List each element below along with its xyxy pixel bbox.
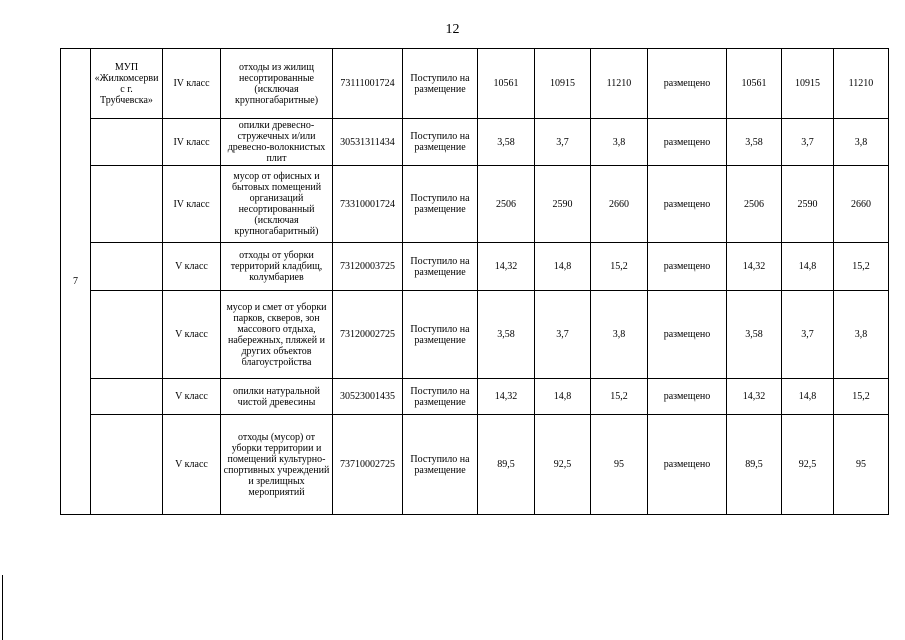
waste-table [60,48,889,515]
table-row [61,379,889,415]
placed-3: 3,8 [834,119,889,166]
organization-empty [91,119,163,166]
value-3: 15,2 [591,379,648,415]
waste-name: мусор и смет от уборки парков, скверов, зон массового отдыха, набережных, пляжей и других объектов благоустройства [221,291,333,379]
status: Поступило на размещение [403,415,478,515]
status: Поступило на размещение [403,166,478,243]
organization-empty [91,379,163,415]
table-row [61,49,889,119]
waste-code: 73111001724 [333,49,403,119]
waste-name: мусор от офисных и бытовых помещений организаций несортированный (исключая крупногабаритный) [221,166,333,243]
placed-2: 14,8 [782,379,834,415]
value-1: 14,32 [478,243,535,291]
waste-code: 73710002725 [333,415,403,515]
value-1: 3,58 [478,119,535,166]
hazard-class: V класс [163,243,221,291]
organization-empty [91,291,163,379]
value-1: 14,32 [478,379,535,415]
placed-3: 11210 [834,49,889,119]
status: Поступило на размещение [403,291,478,379]
value-3: 3,8 [591,119,648,166]
placed-1: 14,32 [727,379,782,415]
value-2: 92,5 [535,415,591,515]
waste-code: 30523001435 [333,379,403,415]
placed-3: 15,2 [834,379,889,415]
value-1: 2506 [478,166,535,243]
hazard-class: IV класс [163,119,221,166]
placement: размещено [648,379,727,415]
value-2: 3,7 [535,119,591,166]
waste-name: отходы из жилищ несортированные (исключая крупногабаритные) [221,49,333,119]
value-3: 11210 [591,49,648,119]
placement: размещено [648,119,727,166]
placed-3: 3,8 [834,291,889,379]
waste-name: отходы от уборки территорий кладбищ, колумбариев [221,243,333,291]
group-number: 7 [61,49,91,515]
margin-line [2,575,3,640]
value-1: 10561 [478,49,535,119]
value-3: 2660 [591,166,648,243]
hazard-class: IV класс [163,49,221,119]
placement: размещено [648,243,727,291]
waste-name: опилки натуральной чистой древесины [221,379,333,415]
value-2: 14,8 [535,243,591,291]
organization-empty [91,243,163,291]
status: Поступило на размещение [403,119,478,166]
value-2: 14,8 [535,379,591,415]
status: Поступило на размещение [403,49,478,119]
hazard-class: V класс [163,379,221,415]
value-2: 2590 [535,166,591,243]
placed-3: 15,2 [834,243,889,291]
placed-2: 10915 [782,49,834,119]
placement: размещено [648,291,727,379]
table-row [61,166,889,243]
waste-code: 73120002725 [333,291,403,379]
hazard-class: IV класс [163,166,221,243]
placed-2: 14,8 [782,243,834,291]
table-row [61,415,889,515]
organization-empty [91,166,163,243]
placed-3: 95 [834,415,889,515]
organization-name: МУП «Жилкомсервис г. Трубчевска» [91,49,163,119]
placed-1: 3,58 [727,119,782,166]
placed-1: 10561 [727,49,782,119]
organization-empty [91,415,163,515]
value-2: 3,7 [535,291,591,379]
table-row [61,291,889,379]
hazard-class: V класс [163,415,221,515]
waste-code: 73120003725 [333,243,403,291]
value-1: 89,5 [478,415,535,515]
placed-2: 92,5 [782,415,834,515]
waste-code: 73310001724 [333,166,403,243]
table-row [61,119,889,166]
hazard-class: V класс [163,291,221,379]
placed-1: 2506 [727,166,782,243]
placed-3: 2660 [834,166,889,243]
placement: размещено [648,49,727,119]
table-row [61,243,889,291]
value-3: 95 [591,415,648,515]
value-3: 3,8 [591,291,648,379]
placed-2: 3,7 [782,119,834,166]
placed-1: 14,32 [727,243,782,291]
status: Поступило на размещение [403,243,478,291]
placement: размещено [648,166,727,243]
waste-name: отходы (мусор) от уборки территории и помещений культурно-спортивных учреждений и зрелищных мероприятий [221,415,333,515]
placed-2: 3,7 [782,291,834,379]
waste-name: опилки древесно-стружечных и/или древесно-волокнистых плит [221,119,333,166]
value-2: 10915 [535,49,591,119]
status: Поступило на размещение [403,379,478,415]
placed-2: 2590 [782,166,834,243]
value-3: 15,2 [591,243,648,291]
placement: размещено [648,415,727,515]
waste-code: 30531311434 [333,119,403,166]
placed-1: 3,58 [727,291,782,379]
placed-1: 89,5 [727,415,782,515]
value-1: 3,58 [478,291,535,379]
page-number: 12 [445,22,460,37]
